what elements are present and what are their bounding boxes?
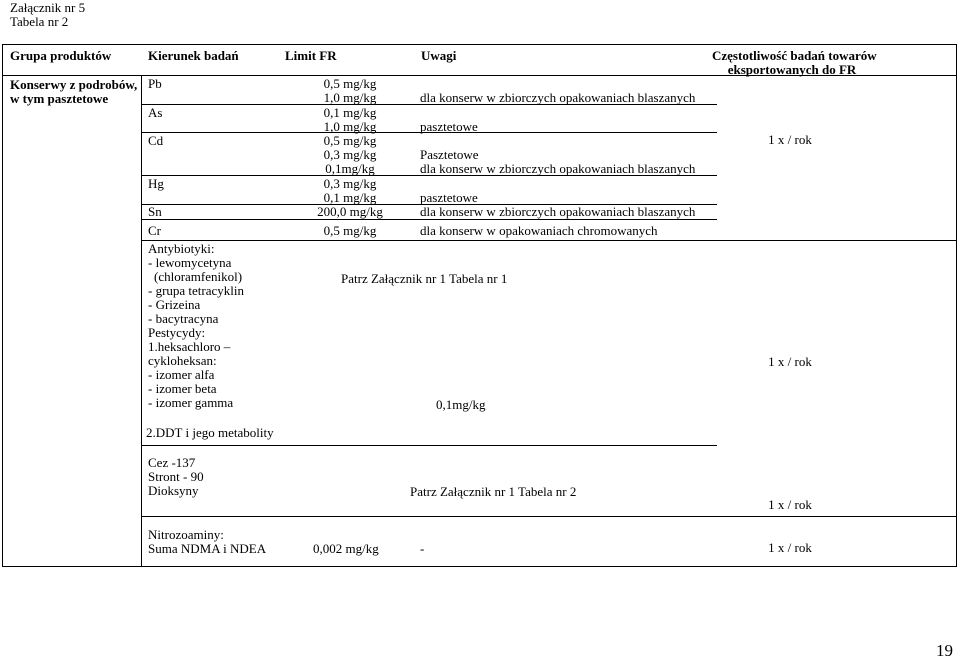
limit-value: 0,3 mg/kg: [323, 176, 377, 191]
metal-name: Cr: [148, 223, 161, 238]
header-notes: Uwagi: [421, 48, 457, 63]
limit-value: 1,0 mg/kg: [323, 119, 377, 134]
frequency-value: 1 x / rok: [768, 540, 812, 555]
limit-value: 0,1 mg/kg: [323, 105, 377, 120]
limit-note: -: [420, 541, 425, 556]
limit-value: 0,3 mg/kg: [323, 147, 377, 162]
limit-note: dla konserw w zbiorczych opakowaniach blaszanych: [420, 204, 696, 219]
radionuclides-list: Cez -137 Stront - 90 Dioksyny: [148, 455, 204, 498]
table-number: Tabela nr 2: [10, 14, 69, 29]
header-limit: Limit FR: [285, 48, 337, 63]
metal-name: Cd: [148, 133, 164, 148]
limit-value: 0,5 mg/kg: [323, 223, 377, 238]
limit-note: pasztetowe: [420, 119, 478, 134]
metal-name: As: [148, 105, 163, 120]
limit-note: Pasztetowe: [420, 147, 479, 162]
limit-note: dla konserw w zbiorczych opakowaniach blaszanych: [420, 161, 696, 176]
limit-value: 0,1mg/kg: [325, 161, 375, 176]
nitrosamines-label: Nitrozoaminy: Suma NDMA i NDEA: [148, 527, 267, 556]
annex-number: Załącznik nr 5: [10, 0, 86, 15]
metal-name: Hg: [148, 176, 164, 191]
limit-value: 0,1 mg/kg: [323, 190, 377, 205]
frequency-value: 1 x / rok: [768, 132, 812, 147]
annex-reference: Patrz Załącznik nr 1 Tabela nr 2: [410, 484, 577, 499]
header-test-direction: Kierunek badań: [148, 48, 239, 63]
limit-value: 0,5 mg/kg: [323, 76, 377, 91]
limit-value: 0,002 mg/kg: [313, 541, 379, 556]
page-number: 19: [936, 641, 953, 660]
product-group-label: Konserwy z podrobów, w tym pasztetowe: [10, 77, 138, 106]
limit-value: 0,1mg/kg: [436, 397, 486, 412]
limit-value: 1,0 mg/kg: [323, 90, 377, 105]
header-product-group: Grupa produktów: [10, 48, 112, 63]
header-frequency: Częstotliwość badań towarów eksportowanych do FR: [712, 48, 877, 77]
antibiotics-pesticides-list: Antybiotyki: - lewomycetyna (chloramfenikol) - grupa tetracyklin - Grizeina - bacytracyna Pestycydy: 1.heksachloro – cykloheksan: - izomer alfa - izomer beta - izomer gamma: [148, 241, 245, 410]
annex-reference: Patrz Załącznik nr 1 Tabela nr 1: [341, 271, 508, 286]
ddt-label: 2.DDT i jego metabolity: [146, 425, 274, 440]
frequency-value: 1 x / rok: [768, 497, 812, 512]
limit-note: dla konserw w zbiorczych opakowaniach blaszanych: [420, 90, 696, 105]
frequency-value: 1 x / rok: [768, 354, 812, 369]
metal-name: Sn: [148, 204, 162, 219]
limit-value: 200,0 mg/kg: [317, 204, 383, 219]
limit-note: pasztetowe: [420, 190, 478, 205]
limit-note: dla konserw w opakowaniach chromowanych: [420, 223, 658, 238]
limit-value: 0,5 mg/kg: [323, 133, 377, 148]
metal-name: Pb: [148, 76, 162, 91]
